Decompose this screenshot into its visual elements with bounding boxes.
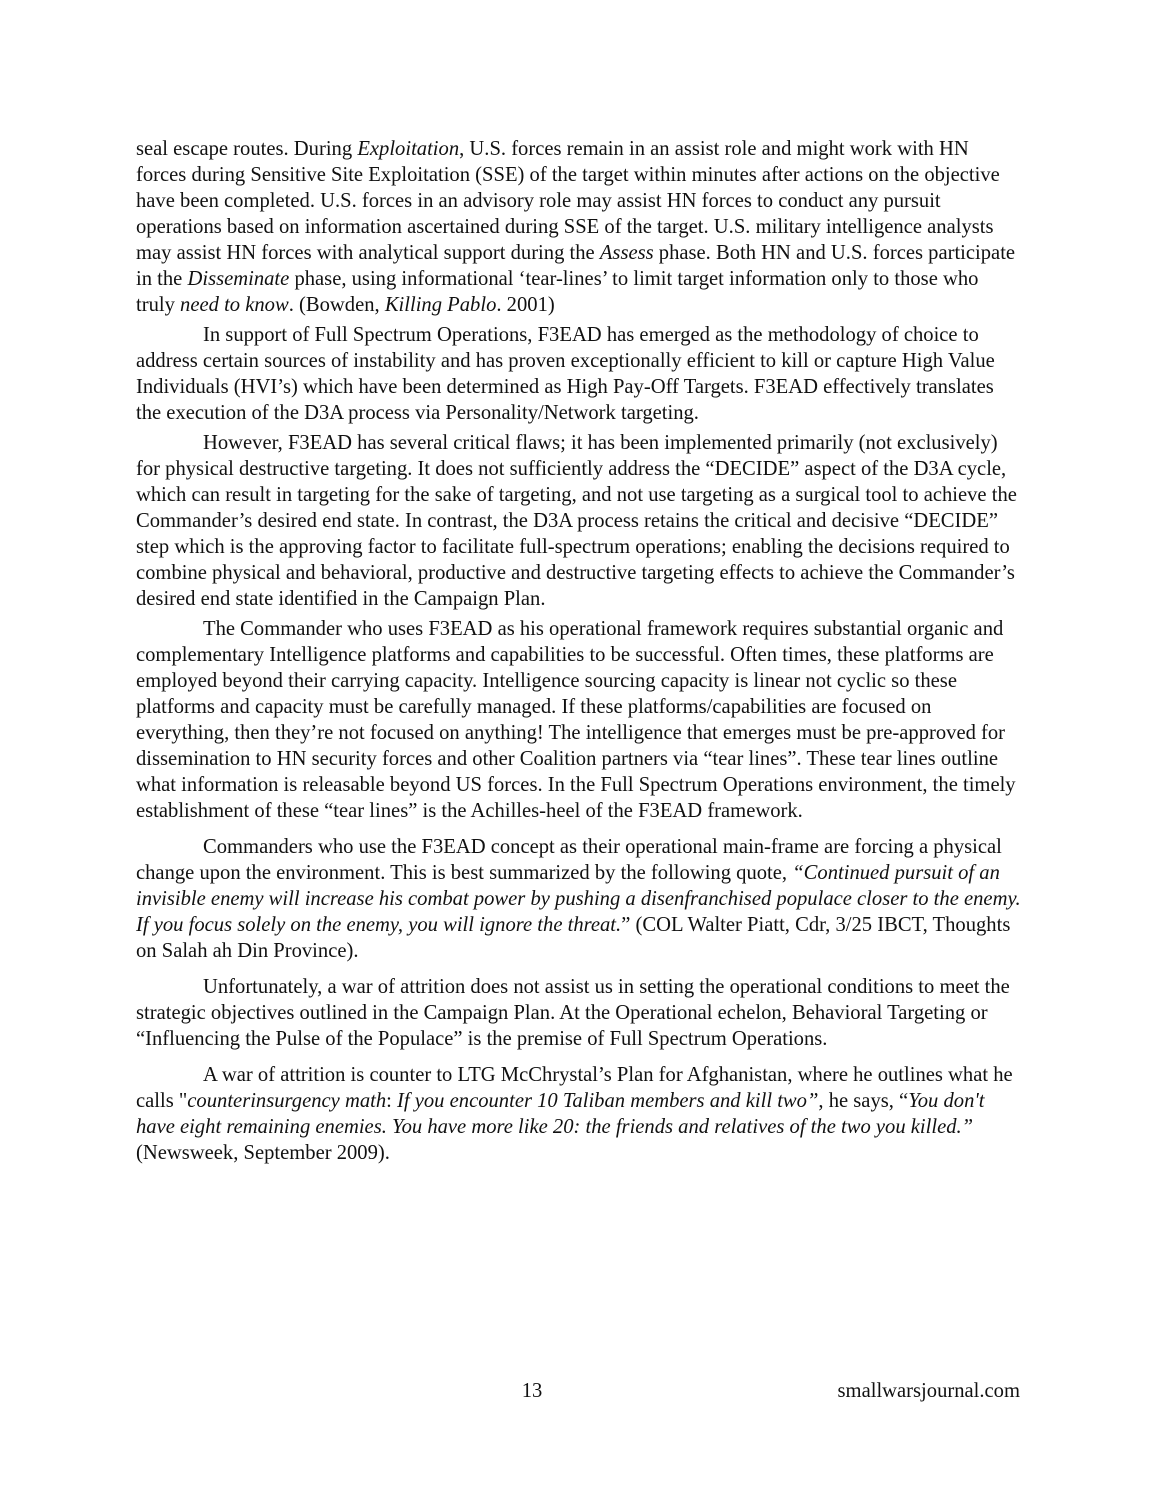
paragraph-f3ead-flaws: However, F3EAD has several critical flaws; it has been implemented primarily (not exclusively) for physical destructive targeting. It does not sufficiently address the “DECIDE” aspect of the D3A cycle, which can result in targeting for the sake of targeting, and not use targeting as a surgical tool to achieve the Commander’s desired end state. In contrast, the D3A process retains the critical and decisive “DECIDE” step which is the approving factor to facilitate full-spectrum operations; enabling the decisions required to combine physical and behavioral, productive and destructive targeting effects to achieve the Commander’s desired end state identified in the Campaign Plan. [136, 432, 1017, 610]
footer-site-name: smallwarsjournal.com [837, 1380, 1020, 1402]
document-body [136, 136, 1022, 1166]
page-number: 13 [521, 1380, 543, 1402]
paragraph-commander-framework: The Commander who uses F3EAD as his operational framework requires substantial organic and complementary Intelligence platforms and capabilities to be successful. Often times, these platforms are employed beyond their carrying capacity. Intelligence sourcing capacity is linear not cyclic so these platforms and capacity must be carefully managed. If these platforms/capabilities are focused on everything, then they’re not focused on anything! The intelligence that emerges must be pre-approved for dissemination to HN security forces and other Coalition partners via “tear lines”. These tear lines outline what information is releasable beyond US forces. In the Full Spectrum Operations environment, the timely establishment of these “tear lines” is the Achilles-heel of the F3EAD framework. [136, 618, 1016, 822]
paragraph-commanders-quote: Commanders who use the F3EAD concept as their operational main-frame are forcing a physical change upon the environment. This is best summarized by the following quote, “Continued pursuit of an invisible enemy will increase his combat power by pushing a disenfranchised populace closer to the enemy. If you focus solely on the enemy, you will ignore the threat.” (COL Walter Piatt, Cdr, 3/25 IBCT, Thoughts on Salah ah Din Province). [136, 836, 1021, 962]
paragraph-counterinsurgency-math: A war of attrition is counter to LTG McChrystal’s Plan for Afghanistan, where he outlines what he calls "counterinsurgency math: If you encounter 10 Taliban members and kill two”, he says, “You don't have eight remaining enemies. You have more like 20: the friends and relatives of the two you killed.” (Newsweek, September 2009). [136, 1064, 1013, 1164]
page-footer [0, 1380, 1156, 1410]
paragraph-full-spectrum-support: In support of Full Spectrum Operations, F3EAD has emerged as the methodology of choice to address certain sources of instability and has proven exceptionally efficient to kill or capture High Value Individuals (HVI’s) which have been determined as High Pay-Off Targets. F3EAD effectively translates the execution of the D3A process via Personality/Network targeting. [136, 324, 995, 424]
paragraph-exploitation: seal escape routes. During Exploitation, U.S. forces remain in an assist role and might work with HN forces during Sensitive Site Exploitation (SSE) of the target within minutes after actions on the objective have been completed. U.S. forces in an advisory role may assist HN forces to conduct any pursuit operations based on information ascertained during SSE of the target. U.S. military intelligence analysts may assist HN forces with analytical support during the Assess phase. Both HN and U.S. forces participate in the Disseminate phase, using informational ‘tear-lines’ to limit target information only to those who truly need to know. (Bowden, Killing Pablo. 2001) [136, 138, 1016, 316]
paragraph-war-of-attrition: Unfortunately, a war of attrition does not assist us in setting the operational conditions to meet the strategic objectives outlined in the Campaign Plan. At the Operational echelon, Behavioral Targeting or “Influencing the Pulse of the Populace” is the premise of Full Spectrum Operations. [136, 976, 1010, 1050]
